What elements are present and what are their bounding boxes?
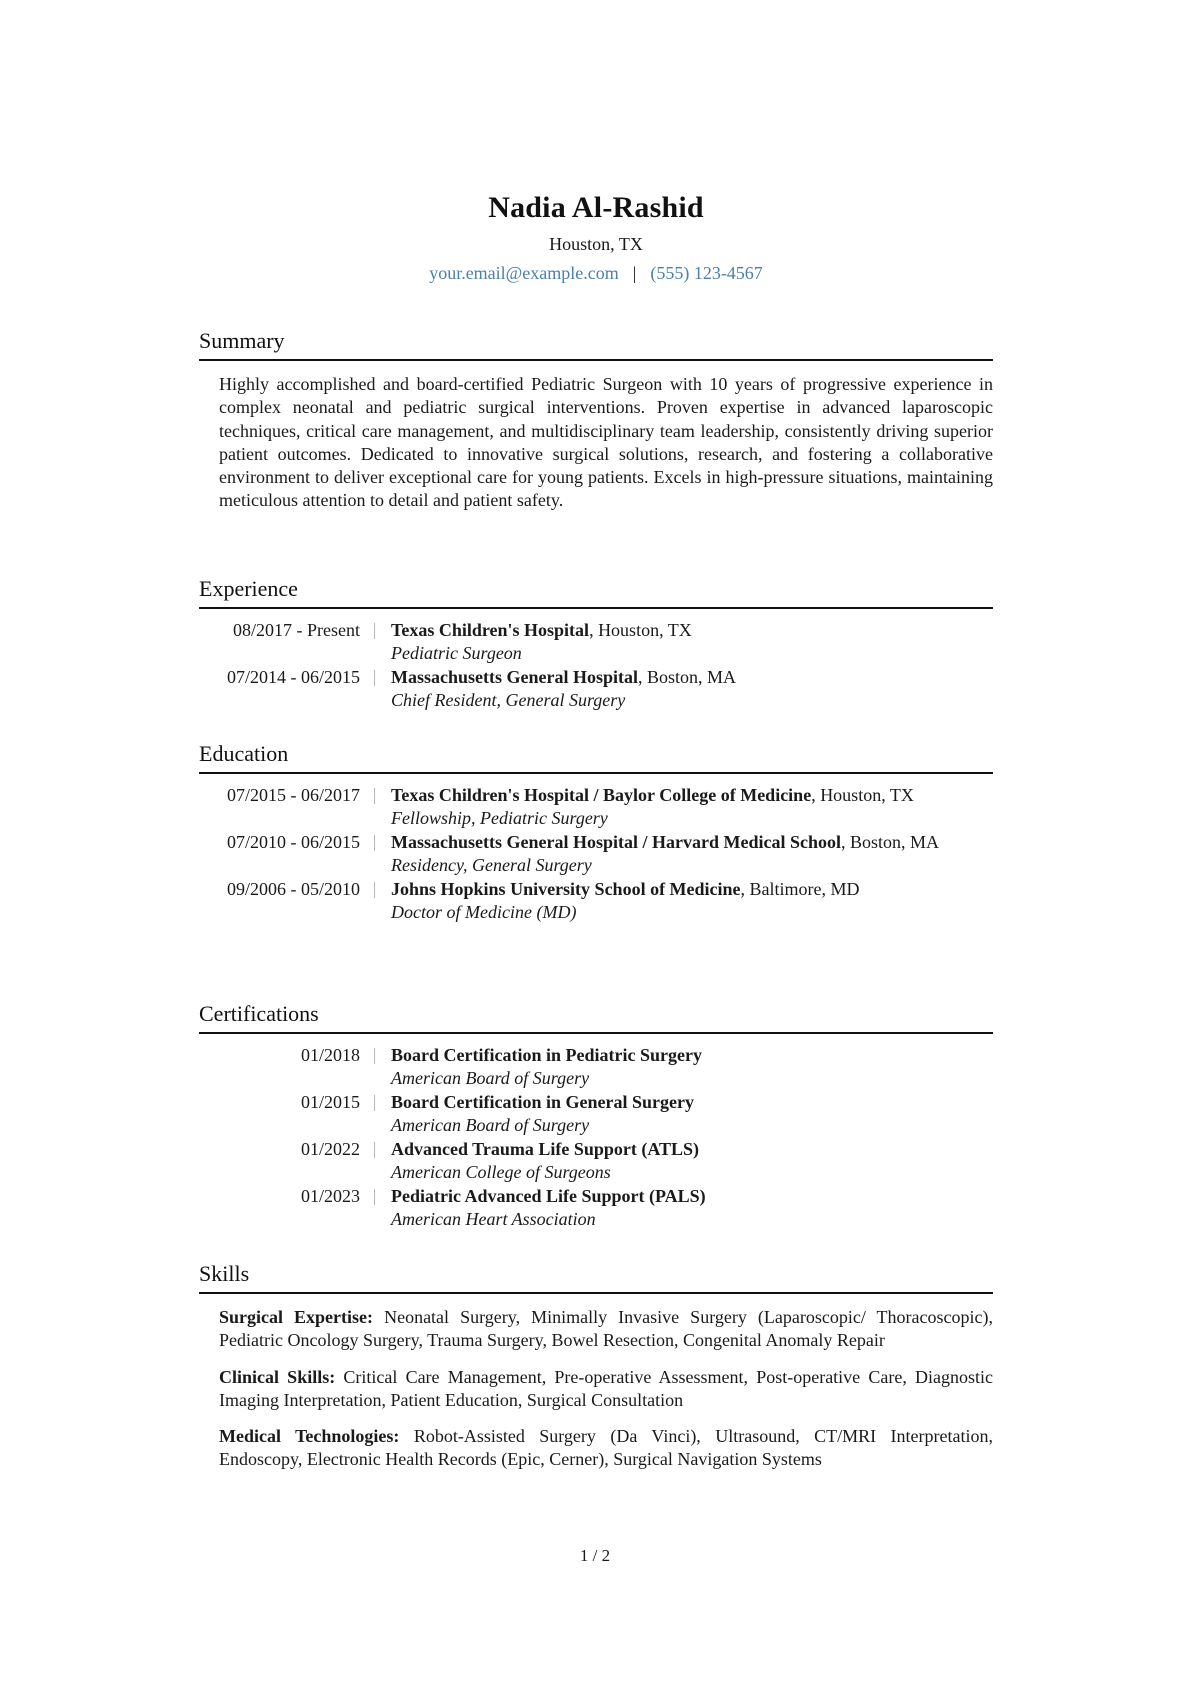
entry-organization: Texas Children's Hospital: [391, 620, 590, 640]
skill-label: Medical Technologies:: [219, 1426, 400, 1447]
entry-date: 01/2015: [300, 1092, 360, 1112]
education-entry: [199, 784, 993, 830]
experience-entry: [199, 619, 993, 665]
certification-name: Board Certification in General Surgery: [391, 1092, 694, 1112]
skill-group: [219, 1366, 993, 1413]
contact-separator: |: [632, 263, 637, 283]
entry-date: 01/2022: [300, 1139, 360, 1159]
entry-degree: Fellowship, Pediatric Surgery: [391, 808, 608, 828]
entry-role: Chief Resident, General Surgery: [391, 690, 626, 710]
section-divider: [199, 1032, 993, 1034]
experience-entry: [199, 666, 993, 712]
entry-date: 01/2018: [300, 1045, 360, 1065]
page-number: 1 / 2: [579, 1546, 611, 1565]
section-title-education: Education: [199, 741, 289, 766]
entry-institution: Massachusetts General Hospital / Harvard Medical School: [391, 832, 841, 852]
section-divider: [199, 1292, 993, 1294]
phone-link[interactable]: (555) 123-4567: [650, 263, 763, 283]
entry-degree: Doctor of Medicine (MD): [391, 902, 577, 922]
summary-text: Highly accomplished and board-certified Pediatric Surgeon with 10 years of progressive experience in complex neonatal and pediatric surgical interventions. Proven expertise in advanced laparoscopic techniques, critical care management, and multidisciplinary team leadership, consistently driving superior patient outcomes. Dedicated to innovative surgical solutions, research, and fostering a collaborative environment to deliver exceptional care for young patients. Excels in high-pressure situations, maintaining meticulous attention to detail and patient safety.: [219, 374, 993, 511]
certification-issuer: American Board of Surgery: [391, 1068, 590, 1088]
certification-entry: [199, 1044, 993, 1090]
entry-organization: Massachusetts General Hospital: [391, 667, 638, 687]
skill-group: [219, 1425, 993, 1472]
entry-date: 08/2017 - Present: [233, 620, 360, 640]
summary-section: [199, 327, 993, 513]
entry-role: Pediatric Surgeon: [391, 643, 522, 663]
skill-group: [219, 1306, 993, 1353]
section-divider: [199, 607, 993, 609]
entry-location: , Houston, TX: [589, 620, 692, 640]
section-title-experience: Experience: [199, 576, 298, 601]
education-entry: [199, 831, 993, 877]
certification-name: Advanced Trauma Life Support (ATLS): [391, 1139, 700, 1159]
section-divider: [199, 359, 993, 361]
section-title-certifications: Certifications: [199, 1001, 319, 1026]
certification-name: Pediatric Advanced Life Support (PALS): [391, 1186, 706, 1206]
entry-date: 07/2014 - 06/2015: [227, 667, 360, 687]
entry-location: , Boston, MA: [840, 832, 939, 852]
skill-value: Critical Care Management, Pre-operative Assessment, Post-operative Care, Diagnostic Imaging Interpretation, Patient Education, Surgical Consultation: [219, 1366, 993, 1410]
entry-date: 01/2023: [300, 1186, 360, 1206]
email-link[interactable]: your.email@example.com: [429, 263, 619, 283]
candidate-location: Houston, TX: [549, 234, 643, 254]
education-section: [199, 740, 993, 925]
entry-institution: Johns Hopkins University School of Medicine: [391, 879, 741, 899]
entry-date: 07/2015 - 06/2017: [227, 785, 360, 805]
section-title-summary: Summary: [199, 328, 285, 353]
entry-date: 09/2006 - 05/2010: [227, 879, 360, 899]
section-title-skills: Skills: [199, 1261, 250, 1286]
certification-entry: [199, 1138, 993, 1184]
entry-location: , Houston, TX: [811, 785, 914, 805]
certification-entry: [199, 1185, 993, 1231]
resume-header: [199, 190, 993, 285]
section-divider: [199, 772, 993, 774]
certification-issuer: American College of Surgeons: [391, 1162, 611, 1182]
skill-label: Surgical Expertise:: [219, 1307, 374, 1327]
certification-entry: [199, 1091, 993, 1137]
skills-section: [199, 1260, 993, 1485]
skill-value: Neonatal Surgery, Minimally Invasive Surgery (Laparoscopic/ Thoracoscopic), Pediatric Oncology Surgery, Trauma Surgery, Bowel Resection, Congenital Anomaly Repair: [219, 1307, 994, 1351]
education-entry: [199, 878, 993, 924]
entry-date: 07/2010 - 06/2015: [227, 832, 360, 852]
certification-issuer: American Board of Surgery: [391, 1115, 590, 1135]
entry-institution: Texas Children's Hospital / Baylor College of Medicine: [391, 785, 812, 805]
entry-location: , Boston, MA: [638, 667, 737, 687]
certifications-section: [199, 1000, 993, 1232]
experience-section: [199, 575, 993, 713]
certification-name: Board Certification in Pediatric Surgery: [391, 1045, 702, 1065]
contact-line: [199, 261, 993, 285]
entry-degree: Residency, General Surgery: [391, 855, 592, 875]
candidate-name: Nadia Al-Rashid: [488, 191, 704, 224]
certification-issuer: American Heart Association: [391, 1209, 596, 1229]
skill-value: Robot-Assisted Surgery (Da Vinci), Ultrasound, CT/MRI Interpretation, Endoscopy, Electronic Health Records (Epic, Cerner), Surgical Navigation Systems: [219, 1426, 993, 1470]
skill-label: Clinical Skills:: [219, 1366, 336, 1387]
entry-location: , Baltimore, MD: [740, 879, 860, 899]
